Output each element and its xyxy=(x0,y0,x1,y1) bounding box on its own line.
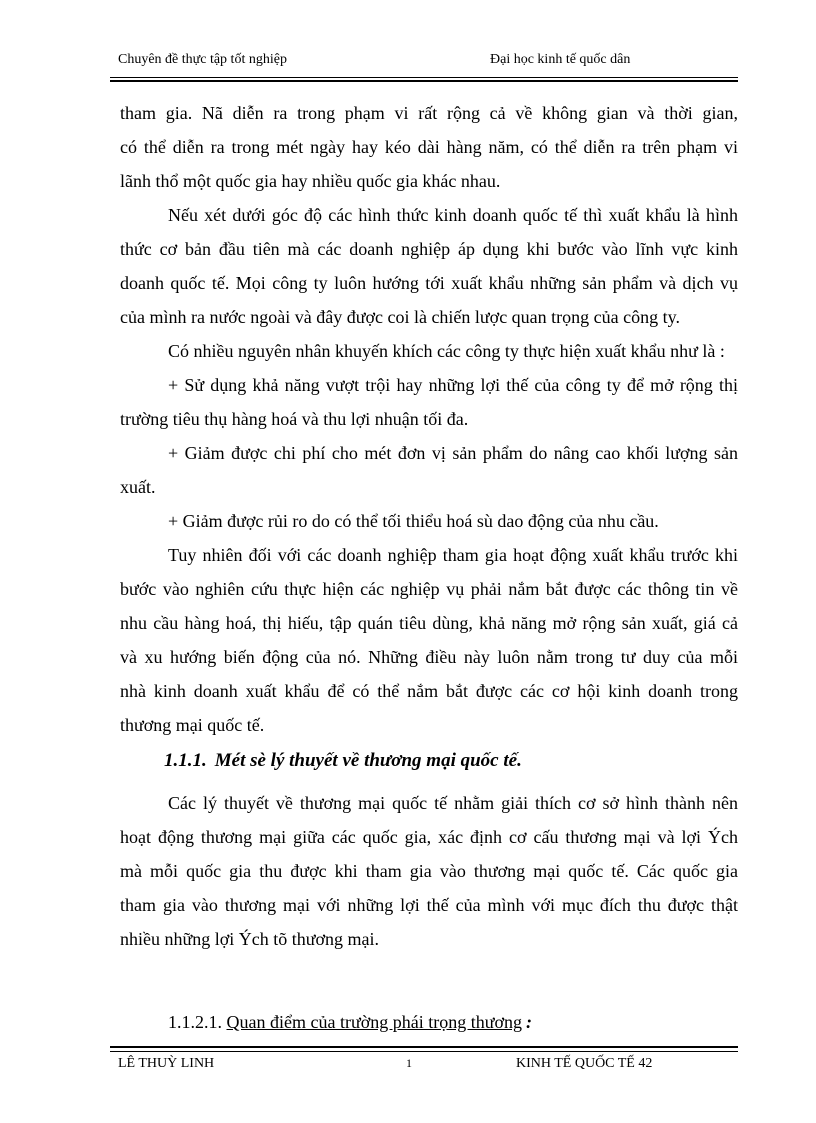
text-line: nhu cầu hàng hoá, thị hiếu, tập quán tiêu dùng, khả năng mở rộng sản xuất, giá cả xyxy=(120,613,738,633)
text-line: tham gia. Nã diễn ra trong phạm vi rất rộng cả về không gian và thời gian, xyxy=(120,103,738,123)
subsection-title: Quan điểm của trường phái trọng thương xyxy=(226,1012,522,1032)
header-left: Chuyên đề thực tập tốt nghiệp xyxy=(118,52,287,67)
text-line: thức cơ bản đầu tiên mà các doanh nghiệp áp dụng khi bước vào lĩnh vực kinh xyxy=(120,239,738,259)
text-line: của mình ra nước ngoài và đây được coi là chiến lược quan trọng của công ty. xyxy=(120,307,680,327)
page-number: 1 xyxy=(406,1056,412,1070)
footer-author: LÊ THUỲ LINH xyxy=(118,1056,215,1071)
text-line: thương mại quốc tế. xyxy=(120,715,265,735)
text-line: trường tiêu thụ hàng hoá và thu lợi nhuận tối đa. xyxy=(120,409,469,429)
page-footer xyxy=(110,1056,738,1076)
page-header xyxy=(110,52,738,74)
text-line: mà mỗi quốc gia thu được khi tham gia vào thương mại quốc tế. Các quốc gia xyxy=(120,861,738,881)
text-line: Nếu xét dưới góc độ các hình thức kinh doanh quốc tế thì xuất khẩu là hình xyxy=(168,205,738,225)
text-line: + Giảm được rủi ro do có thể tối thiểu hoá sù dao động của nhu cầu. xyxy=(168,511,659,531)
subsection-heading xyxy=(168,1012,532,1033)
footer-class: KINH TẾ QUỐC TẾ 42 xyxy=(516,1056,653,1071)
text-line: bước vào nghiên cứu thực hiện các nghiệp vụ phải nắm bắt được các thông tin về xyxy=(120,579,738,599)
footer-rule-thick xyxy=(110,1046,738,1048)
text-line: Tuy nhiên đối với các doanh nghiệp tham gia hoạt động xuất khẩu trước khi xyxy=(168,545,738,565)
text-line: + Giảm được chi phí cho mét đơn vị sản phẩm do nâng cao khối lượng sản xyxy=(168,443,738,463)
text-line: có thể diễn ra trong mét ngày hay kéo dài hàng năm, có thể diễn ra trên phạm vi xyxy=(120,137,738,157)
subsection-number: 1.1.2.1. xyxy=(168,1012,222,1032)
text-line: xuất. xyxy=(120,477,156,497)
section-heading xyxy=(164,750,522,772)
subsection-colon: : xyxy=(526,1012,532,1032)
text-line: hoạt động thương mại giữa các quốc gia, xác định cơ cấu thương mại và lợi Ých xyxy=(120,827,738,847)
header-rule-thin xyxy=(110,77,738,78)
footer-rule-thin xyxy=(110,1051,738,1052)
section-title: Mét sè lý thuyết về thương mại quốc tế. xyxy=(214,750,522,771)
section-number: 1.1.1. xyxy=(164,750,207,771)
text-line: lãnh thổ một quốc gia hay nhiều quốc gia khác nhau. xyxy=(120,171,501,191)
text-line: nhà kinh doanh xuất khẩu để có thể nắm bắt được các cơ hội kinh doanh trong xyxy=(120,681,738,701)
header-right: Đại học kinh tế quốc dân xyxy=(490,52,631,67)
text-line: + Sử dụng khả năng vượt trội hay những lợi thế của công ty để mở rộng thị xyxy=(168,375,738,395)
text-line: nhiều những lợi Ých tõ thương mại. xyxy=(120,929,380,949)
text-line: và xu hướng biến động của nó. Những điều này luôn nằm trong tư duy của mỗi xyxy=(120,647,738,667)
text-line: tham gia vào thương mại với những lợi thế của mình với mục đích thu được thật xyxy=(120,895,738,915)
text-line: doanh quốc tế. Mọi công ty luôn hướng tới xuất khẩu những sản phẩm và dịch vụ xyxy=(120,273,738,293)
text-line: Các lý thuyết về thương mại quốc tế nhằm giải thích cơ sở hình thành nên xyxy=(168,793,738,813)
header-rule-thick xyxy=(110,80,738,82)
text-line: Có nhiều nguyên nhân khuyến khích các công ty thực hiện xuất khẩu như là : xyxy=(168,341,725,361)
